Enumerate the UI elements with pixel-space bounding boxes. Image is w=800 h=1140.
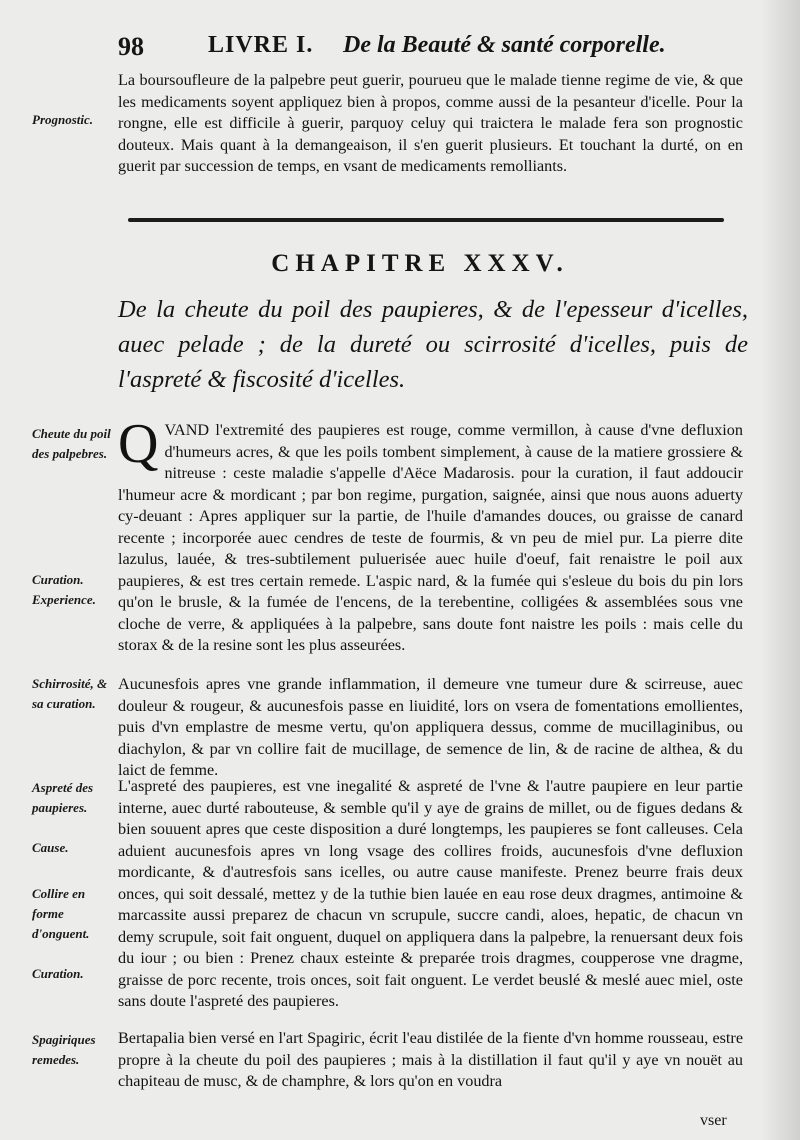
section-divider — [128, 218, 724, 222]
margin-note-collire: Collire en forme d'onguent. — [32, 886, 90, 941]
running-header — [118, 28, 758, 64]
book-subtitle: De la Beauté & santé corporelle. — [343, 32, 666, 58]
chapter-heading: CHAPITRE XXXV. — [271, 250, 569, 277]
margin-note-asprete: Aspreté des paupieres. — [32, 780, 94, 815]
chapter-title: De la cheute du poil des paupieres, & de l'epesseur d'icelles, auec pelade ; de la dureté ou scirrosité d'icelles, puis de l'aspreté & fiscosité d'icelles. — [118, 296, 748, 393]
margin-note-curation: Curation. — [32, 966, 84, 981]
paragraph-3: L'aspreté des paupieres, est vne inegalité & aspreté de l'vne & l'autre paupiere en leur partie interne, auec durté rabouteuse, & semble qu'il y aye de grains de millet, ou de figues dedans & bien souuent apres que ceste disposition a duré longtemps, les paupieres se font calleuses. Cela aduient aucunesfois apres vn long vsage des collires froids, aucunesfois d'vne defluxion mordicante, & d'autresfois sans icelles, ou autre cause manifeste. Prenez beurre frais deux onces, qui soit dessalé, mettez y de la tuthie bien lauée en eau rose deux dragmes, antimoine & marcassite aussi preparez de chacun vn scrupule, succre candi, aloes, hepatic, de chacun vn demy scrupule, soit fait onguent, duquel on appliquera dans la palpebre, la renuersant deux fois du iour ; ou bien : Prenez chaux esteinte & preparée trois dragmes, coupperose vne dragme, graisse de porc recente, trois onces, soit fait onguent. Le verdet beuslé & meslé auec miel, oste sans doute l'aspreté des paupieres. — [118, 777, 743, 1010]
margin-note-cheute: Cheute du poil des palpebres. — [32, 426, 111, 461]
paragraph-2: Aucunesfois apres vne grande inflammation, il demeure vne tumeur dure & scirreuse, auec douleur & rougeur, & aucunesfois passe en liuidité, lors on vsera de fomentations emollientes, puis d'vn emplastre de mesme vertu, qu'on appliquera dessus, comme de mucillaginibus, ou diachylon, & par vn collire fait de mucillage, de semence de lin, & de racine de althea, & du laict de femme. — [118, 675, 743, 779]
margin-note-schirrosite: Schirrosité, & sa curation. — [32, 676, 108, 711]
page-edge-shadow — [760, 0, 800, 1140]
paragraph-4: Bertapalia bien versé en l'art Spagiric, écrit l'eau distilée de la fiente d'vn homme rousseau, estre propre à la cheute du poil des paupieres ; mais à la distillation il faut qu'il y aye vn nouët au chapiteau de musc, & de champhre, & lors qu'on en voudra — [118, 1029, 743, 1090]
top-paragraph: La boursoufleure de la palpebre peut guerir, pourueu que le malade tienne regime de vie, & que les medicaments soyent appliquez bien à propos, comme aussi de la pesanteur d'icelle. Pour la rongne, elle est difficile à guerir, parquoy celuy qui traictera le malade fera son prognostic douteux. Mais quant à la demangeaison, il s'en guerit plusieurs. Et touchant la durté, on en guerit par succession de temps, en vsant de medicaments remolliants. — [118, 71, 743, 175]
catchword: vser — [700, 1112, 727, 1129]
margin-note-curation-experience: Curation. Experience. — [32, 572, 96, 607]
margin-note-spagiriques: Spagiriques remedes. — [32, 1032, 96, 1067]
margin-note-cause: Cause. — [32, 840, 69, 855]
page-number: 98 — [118, 32, 144, 61]
drop-cap: Q — [118, 413, 159, 475]
book-title: LIVRE I. — [208, 32, 314, 58]
paragraph-1-text: VAND l'extremité des paupieres est rouge, comme vermillon, à cause d'vne defluxion d'humeurs acres, & que les poils tombent simplement, à cause de la matiere grossiere & nitreuse : ceste maladie s'appelle d'Aëce Madarosis. pour la curation, il faut addoucir l'humeur acre & mordicant ; par bon regime, purgation, saignée, ainsi que nous auons aduerty cy-deuant : Apres appliquer sur la partie, de l'huile d'amandes douces, ou graisse de canard recente ; incorporée auec cendres de teste de fourmis, & vn peu de miel pur. La pierre dite lazulus, lauée, & tres-subtilement puluerisée auec huile d'oeuf, fait renaistre le poil aux paupieres, & est tres certain remede. L'aspic nard, & la fumée qui s'esleue du bois du pin lors qu'on le brusle, & la fumée de l'encens, de la terebentine, colligées & assemblées sous vne cloche de verre, & appliquées à la palpebre, sans doute font naistre les poils : mais celle du storax & de la resine sont les plus asseurées. — [118, 421, 743, 654]
paragraph-1 — [118, 413, 743, 657]
margin-note-prognostic: Prognostic. — [32, 112, 94, 127]
